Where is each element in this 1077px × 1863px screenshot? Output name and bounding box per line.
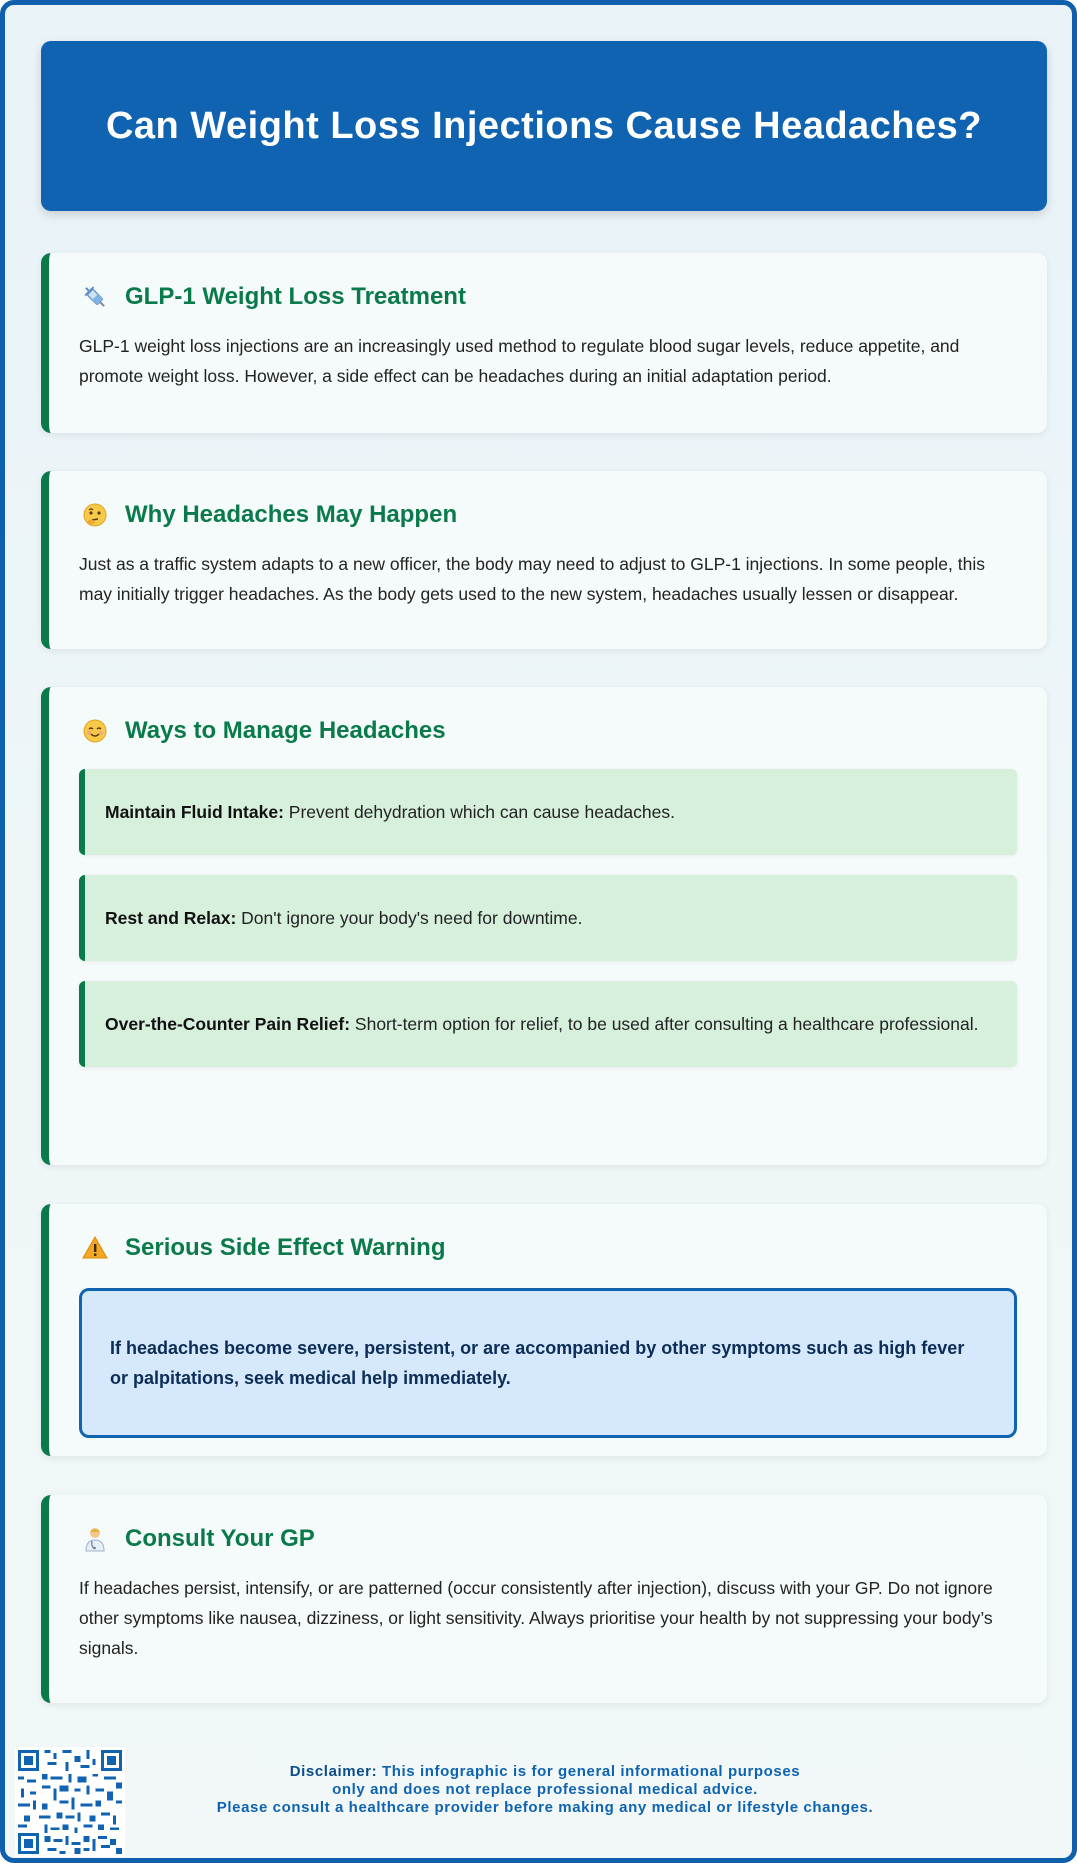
section-body: GLP-1 weight loss injections are an increasingly used method to regulate blood sugar levels, reduce appetite, and promote weight loss. However, a side effect can be headaches during an initial adaptation period. <box>79 336 960 386</box>
smiling-face-icon <box>79 715 111 747</box>
disclaimer-text: Please consult a healthcare provider before making any medical or lifestyle changes. <box>216 1799 874 1816</box>
section-why <box>41 471 1047 649</box>
tip-rest-relax <box>79 875 1017 961</box>
tip-text: Don't ignore your body's need for downtime. <box>236 908 583 928</box>
page-title: Can Weight Loss Injections Cause Headaches? <box>105 104 983 147</box>
tip-label: Over-the-Counter Pain Relief: <box>105 1014 351 1034</box>
section-warning <box>41 1204 1047 1456</box>
warning-message: If headaches become severe, persistent, or are accompanied by other symptoms such as high fever or palpitations, seek medical help immediately. <box>79 1288 1017 1438</box>
disclaimer <box>145 1763 945 1817</box>
thinking-face-icon <box>79 499 111 531</box>
tip-label: Maintain Fluid Intake: <box>105 802 284 822</box>
tip-label: Rest and Relax: <box>105 908 237 928</box>
tip-text: Prevent dehydration which can cause headaches. <box>283 802 675 822</box>
tip-fluid-intake <box>79 769 1017 855</box>
qr-code <box>15 1747 125 1857</box>
section-consult <box>41 1495 1047 1703</box>
section-title: Serious Side Effect Warning <box>125 1234 446 1261</box>
disclaimer-text: This infographic is for general informational purposes <box>377 1763 801 1780</box>
tip-pain-relief <box>79 981 1017 1067</box>
doctor-icon <box>79 1523 111 1555</box>
section-body: Just as a traffic system adapts to a new officer, the body may need to adjust to GLP-1 injections. In some people, this may initially trigger headaches. As the body gets used to the new system, headaches usually lessen or disappear. <box>79 554 985 604</box>
section-treatment <box>41 253 1047 433</box>
warning-icon <box>79 1232 111 1264</box>
section-title: GLP-1 Weight Loss Treatment <box>125 283 466 310</box>
section-title: Consult Your GP <box>125 1525 315 1552</box>
disclaimer-text: only and does not replace professional medical advice. <box>332 1781 758 1798</box>
syringe-icon <box>79 281 111 313</box>
section-body: If headaches persist, intensify, or are patterned (occur consistently after injection), discuss with your GP. Do not ignore other symptoms like nausea, dizziness, or light sensitivity. Always prioritise your health by not suppressing your body’s signals. <box>79 1578 993 1658</box>
page-header <box>41 41 1047 211</box>
section-title: Ways to Manage Headaches <box>125 717 446 744</box>
section-manage <box>41 687 1047 1165</box>
section-title: Why Headaches May Happen <box>125 501 458 528</box>
tip-text: Short-term option for relief, to be used after consulting a healthcare professional. <box>350 1014 979 1034</box>
disclaimer-label: Disclaimer: <box>289 1763 378 1780</box>
tips-list <box>79 769 1017 1067</box>
